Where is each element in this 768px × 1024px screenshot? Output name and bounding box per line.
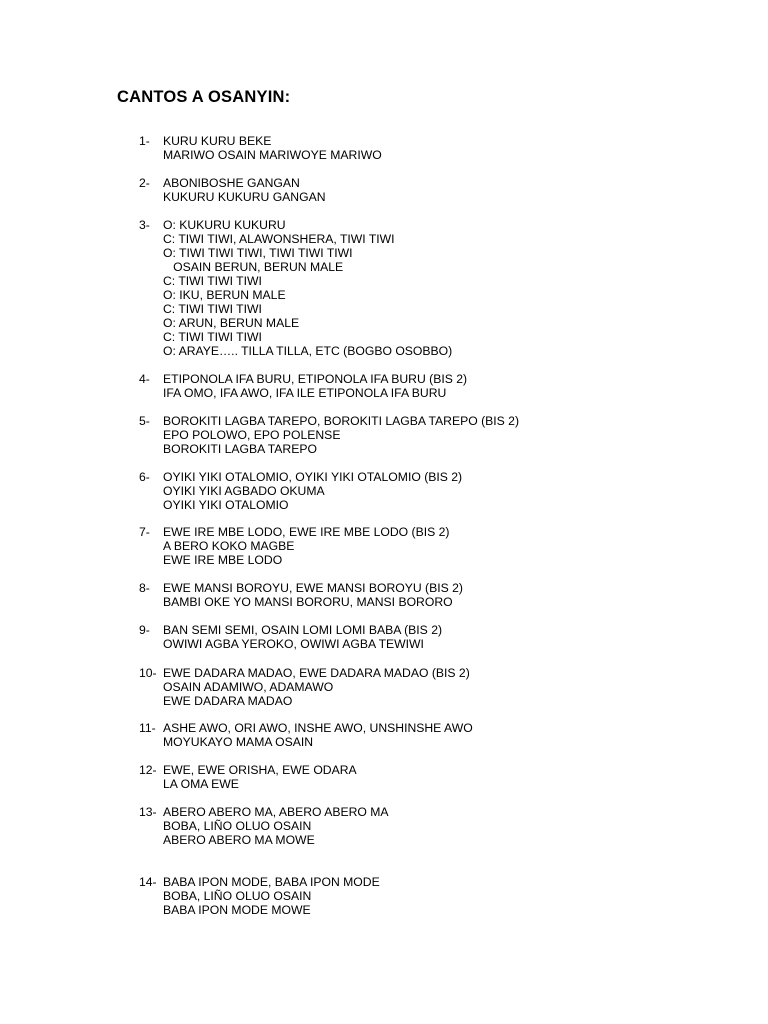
- song-line: EPO POLOWO, EPO POLENSE: [163, 428, 341, 442]
- song-lyrics: [163, 623, 442, 651]
- song-line: BAN SEMI SEMI, OSAIN LOMI LOMI BABA (BIS 2): [163, 623, 443, 637]
- song-number: 6-: [139, 470, 150, 484]
- song-line: EWE MANSI BOROYU, EWE MANSI BOROYU (BIS 2): [163, 581, 463, 595]
- song-line: BOROKITI LAGBA TAREPO: [163, 442, 317, 456]
- song-lyrics: [163, 763, 357, 791]
- song-lyrics: [163, 176, 326, 204]
- song-line: EWE, EWE ORISHA, EWE ODARA: [163, 763, 357, 777]
- song-line: BABA IPON MODE MOWE: [163, 903, 311, 917]
- song-line: OWIWI AGBA YEROKO, OWIWI AGBA TEWIWI: [163, 637, 424, 651]
- song-line: EWE DADARA MADAO: [163, 694, 293, 708]
- song-number: 13-: [139, 805, 157, 819]
- song-line: ASHE AWO, ORI AWO, INSHE AWO, UNSHINSHE AWO: [163, 721, 473, 735]
- song-number: 14-: [139, 875, 157, 889]
- song-line: BOBA, LIÑO OLUO OSAIN: [163, 889, 312, 903]
- song-number: 3-: [139, 218, 150, 232]
- song-line: BABA IPON MODE, BABA IPON MODE: [163, 875, 380, 889]
- song-lyrics: [163, 666, 470, 708]
- song-line: BOBA, LIÑO OLUO OSAIN: [163, 819, 312, 833]
- song-line: A BERO KOKO MAGBE: [163, 539, 295, 553]
- song-line: KURU KURU BEKE: [163, 134, 272, 148]
- song-number: 10-: [139, 666, 157, 680]
- song-line: C: TIWI TIWI TIWI: [163, 302, 262, 316]
- song-lyrics: [163, 581, 463, 609]
- song-number: 5-: [139, 414, 150, 428]
- song-lyrics: [163, 134, 382, 162]
- song-lyrics: [163, 414, 519, 456]
- song-number: 7-: [139, 525, 150, 539]
- song-line: OYIKI YIKI OTALOMIO: [163, 498, 289, 512]
- song-line: ABERO ABERO MA, ABERO ABERO MA: [163, 805, 389, 819]
- song-number: 11-: [139, 721, 156, 735]
- song-line: O: KUKURU KUKURU: [163, 218, 286, 232]
- song-number: 1-: [139, 134, 150, 148]
- song-line: EWE DADARA MADAO, EWE DADARA MADAO (BIS 2): [163, 666, 470, 680]
- song-line: C: TIWI TIWI, ALAWONSHERA, TIWI TIWI: [163, 232, 395, 246]
- song-line: ABONIBOSHE GANGAN: [163, 176, 300, 190]
- song-line: MOYUKAYO MAMA OSAIN: [163, 735, 314, 749]
- song-line: ABERO ABERO MA MOWE: [163, 833, 315, 847]
- song-line: OSAIN ADAMIWO, ADAMAWO: [163, 680, 334, 694]
- song-line: OYIKI YIKI AGBADO OKUMA: [163, 484, 325, 498]
- song-line: O: IKU, BERUN MALE: [163, 288, 286, 302]
- document-title: CANTOS A OSANYIN:: [117, 88, 291, 106]
- song-line: OYIKI YIKI OTALOMIO, OYIKI YIKI OTALOMIO (BIS 2): [163, 470, 463, 484]
- song-lyrics: [163, 525, 449, 567]
- song-line: C: TIWI TIWI TIWI: [163, 330, 262, 344]
- song-line: LA OMA EWE: [163, 777, 239, 791]
- song-lyrics: [163, 470, 462, 512]
- song-number: 8-: [139, 581, 150, 595]
- song-number: 12-: [139, 763, 157, 777]
- song-number: 9-: [139, 623, 150, 637]
- song-lyrics: [163, 805, 389, 847]
- song-line: BAMBI OKE YO MANSI BORORU, MANSI BORORO: [163, 595, 453, 609]
- song-line: ETIPONOLA IFA BURU, ETIPONOLA IFA BURU (BIS 2): [163, 372, 468, 386]
- song-line: C: TIWI TIWI TIWI: [163, 274, 262, 288]
- song-number: 2-: [139, 176, 150, 190]
- song-lyrics: [163, 875, 380, 917]
- song-line: EWE IRE MBE LODO, EWE IRE MBE LODO (BIS 2): [163, 525, 450, 539]
- song-line: O: ARUN, BERUN MALE: [163, 316, 300, 330]
- song-line: EWE IRE MBE LODO: [163, 553, 283, 567]
- song-line: O: TIWI TIWI TIWI, TIWI TIWI TIWI: [163, 246, 353, 260]
- song-line: MARIWO OSAIN MARIWOYE MARIWO: [163, 148, 382, 162]
- song-line: BOROKITI LAGBA TAREPO, BOROKITI LAGBA TAREPO (BIS 2): [163, 414, 520, 428]
- song-number: 4-: [139, 372, 150, 386]
- song-line: KUKURU KUKURU GANGAN: [163, 190, 326, 204]
- song-lyrics: [163, 721, 473, 749]
- song-lyrics: [163, 218, 452, 358]
- song-line: O: ARAYE….. TILLA TILLA, ETC (BOGBO OSOBBO): [163, 344, 453, 358]
- song-line: OSAIN BERUN, BERUN MALE: [163, 260, 344, 274]
- song-line: IFA OMO, IFA AWO, IFA ILE ETIPONOLA IFA BURU: [163, 386, 447, 400]
- song-lyrics: [163, 372, 467, 400]
